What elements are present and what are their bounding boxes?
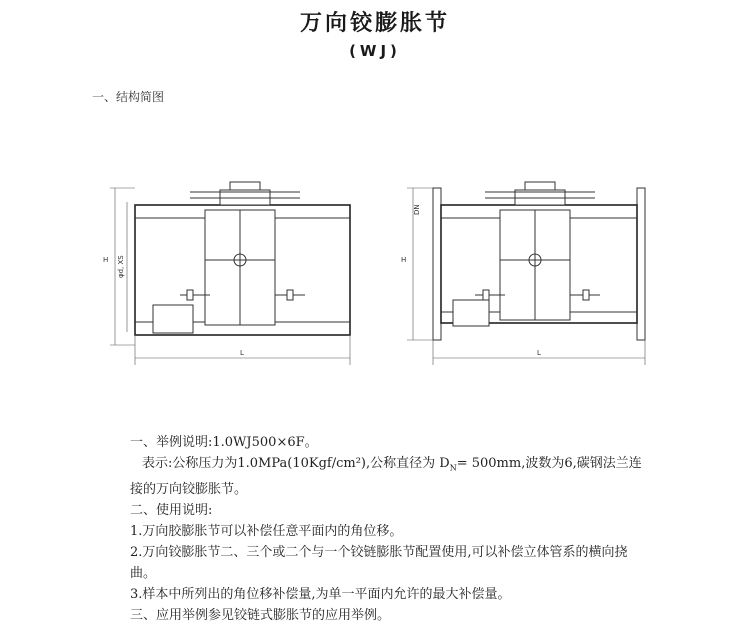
usage-item-2: 2.万向铰膨胀节二、三个或二个与一个铰链膨胀节配置使用,可以补偿立体管系的横向挠: [130, 544, 628, 560]
dim-label-dn: DN: [413, 204, 421, 215]
dim-label-h-left: H: [103, 256, 109, 264]
description-text: [130, 432, 710, 626]
usage-title: 二、使用说明:: [130, 502, 213, 518]
section-structure-heading: 一、结构简图: [92, 90, 165, 104]
example-body-cont: 接的万向铰膨胀节。: [130, 481, 248, 497]
dim-label-h-right: H: [401, 256, 407, 264]
page-subtitle: (WJ): [349, 42, 401, 60]
drawing-welded-end: [103, 182, 350, 365]
dim-label-l-left: L: [240, 349, 244, 357]
page-title: 万向铰膨胀节: [299, 11, 450, 36]
usage-item-1: 1.万向胶膨胀节可以补偿任意平面内的角位移。: [130, 523, 403, 539]
example-title: 一、举例说明:1.0WJ500×6F。: [130, 435, 318, 450]
structure-drawings: [95, 170, 655, 370]
dim-label-dx: φd, XS: [117, 255, 125, 278]
usage-item-3: 3.样本中所列出的角位移补偿量,为单一平面内允许的最大补偿量。: [130, 586, 511, 602]
example-body: 表示:公称压力为1.0MPa(10Kgf/cm²),公称直径为 $D_N= 500mm$,波数为6,碳钢法兰连: [142, 456, 642, 473]
drawing-flanged-end: [401, 182, 645, 365]
application-example: 三、应用举例参见铰链式膨胀节的应用举例。: [130, 607, 391, 623]
dim-label-l-right: L: [537, 349, 541, 357]
usage-item-2-cont: 曲。: [130, 565, 157, 581]
